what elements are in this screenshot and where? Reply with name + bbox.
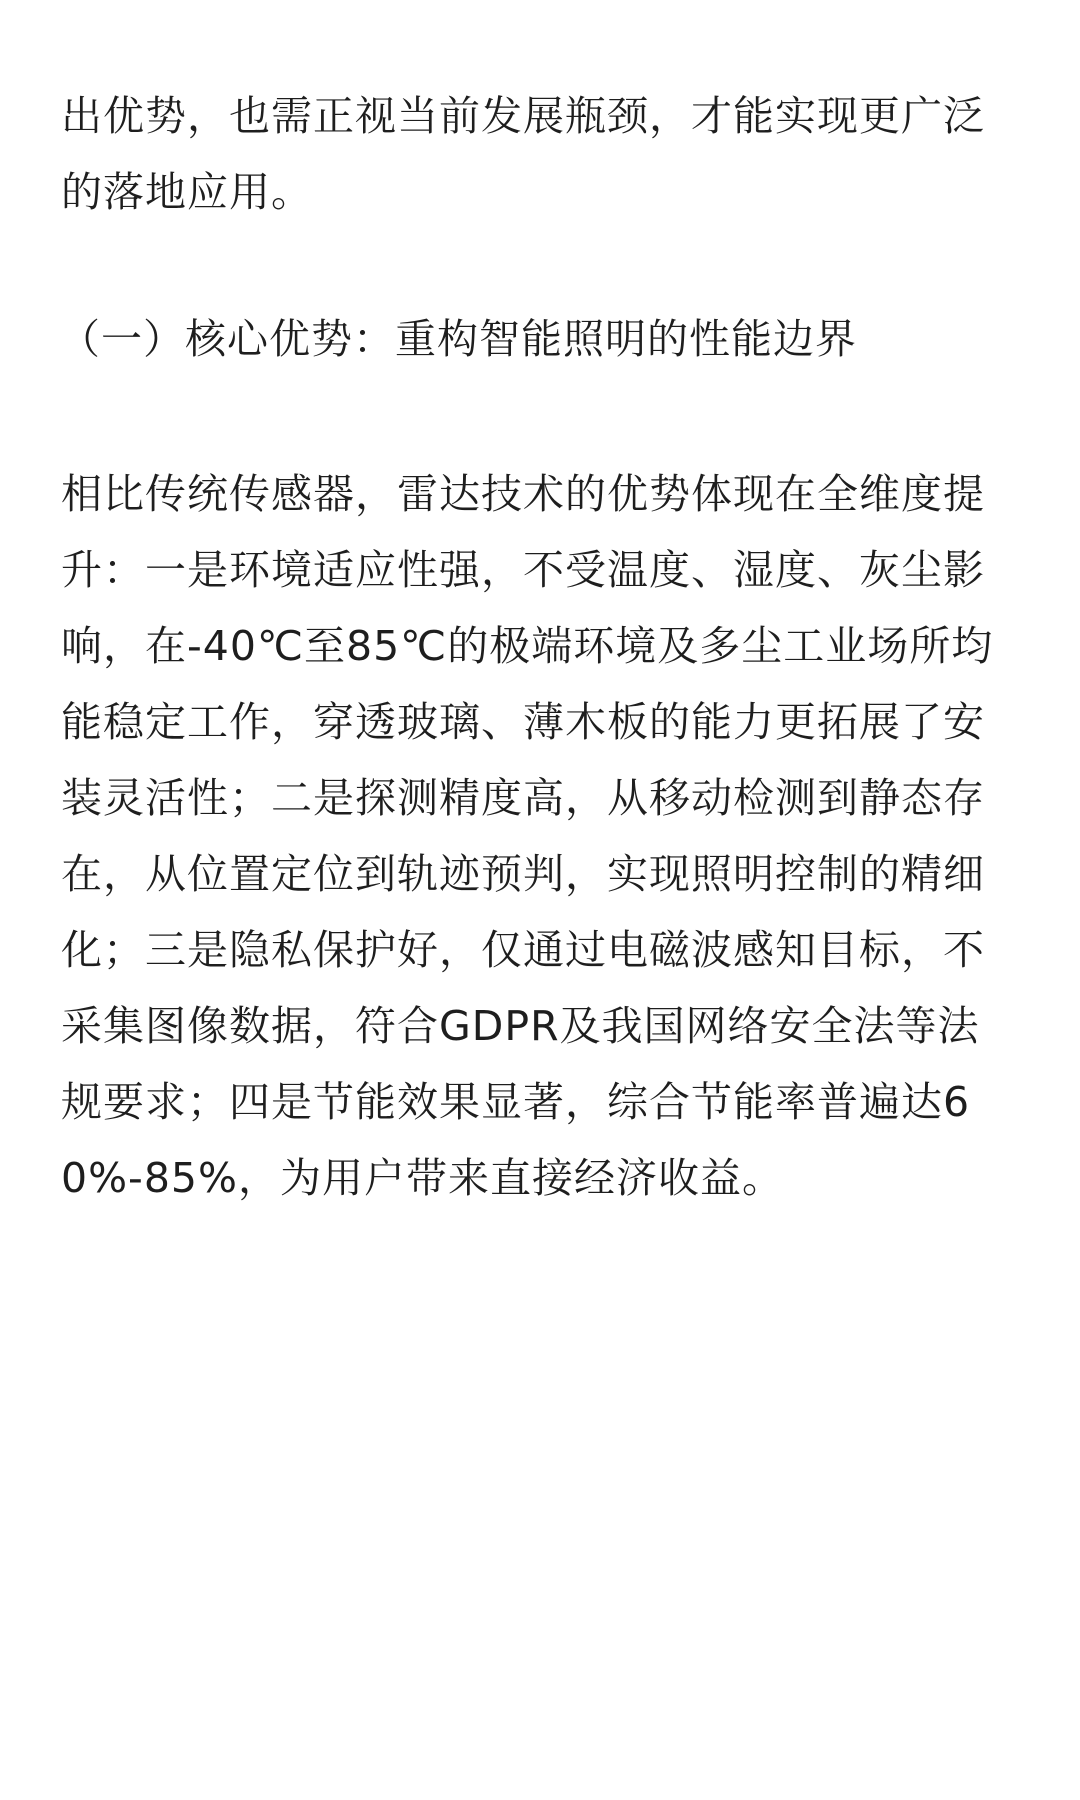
paragraph-line: 0%-85%，为用户带来直接经济收益。 xyxy=(61,1154,784,1202)
paragraph-line: 能稳定工作，穿透玻璃、薄木板的能力更拓展了安 xyxy=(61,698,985,746)
paragraph-line: 规要求；四是节能效果显著，综合节能率普遍达6 xyxy=(61,1078,971,1126)
paragraph-line: 出优势，也需正视当前发展瓶颈，才能实现更广泛 xyxy=(61,92,985,140)
paragraph-intro xyxy=(61,78,1021,230)
paragraph-line: 采集图像数据，符合GDPR及我国网络安全法等法 xyxy=(61,1002,980,1050)
paragraph-line: 在，从位置定位到轨迹预判，实现照明控制的精细 xyxy=(61,850,985,898)
paragraph-line: 化；三是隐私保护好，仅通过电磁波感知目标，不 xyxy=(61,926,985,974)
section-heading: （一）核心优势：重构智能照明的性能边界 xyxy=(59,315,857,363)
paragraph-line: 相比传统传感器，雷达技术的优势体现在全维度提 xyxy=(61,470,985,518)
paragraph-main xyxy=(61,456,1021,1216)
article-body xyxy=(61,0,1021,1216)
paragraph-line: 装灵活性；二是探测精度高，从移动检测到静态存 xyxy=(61,774,985,822)
paragraph-line: 升：一是环境适应性强，不受温度、湿度、灰尘影 xyxy=(61,546,985,594)
paragraph-line: 响，在-40℃至85℃的极端环境及多尘工业场所均 xyxy=(61,622,994,670)
paragraph-line: 的落地应用。 xyxy=(61,168,313,216)
